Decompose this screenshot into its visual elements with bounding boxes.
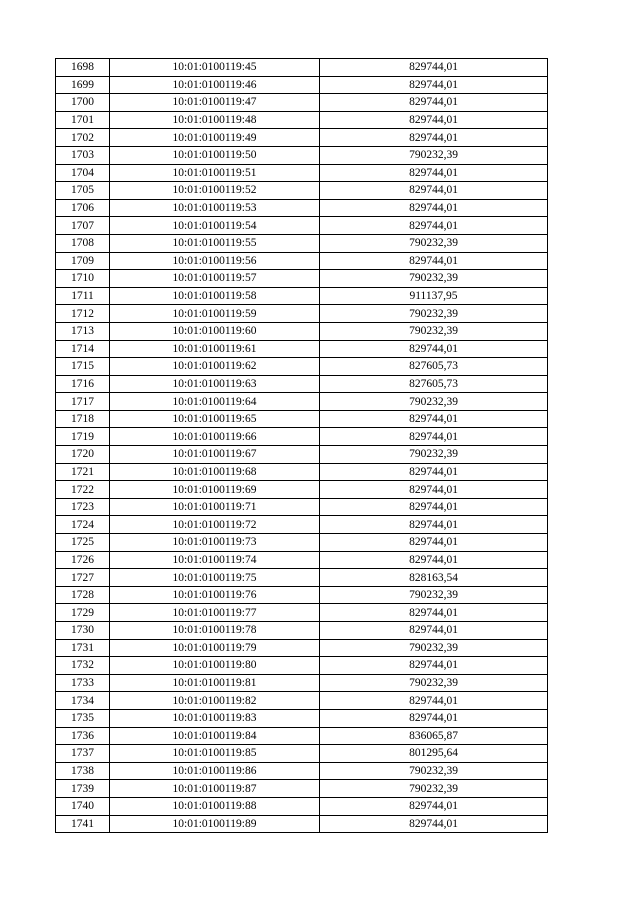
cadastral-value-cell: 829744,01 <box>320 657 548 675</box>
cadastral-number-cell: 10:01:0100119:71 <box>110 498 320 516</box>
cadastral-number-cell: 10:01:0100119:65 <box>110 410 320 428</box>
table-row <box>56 569 548 587</box>
row-number-cell: 1737 <box>56 745 110 763</box>
cadastral-value-cell: 790232,39 <box>320 674 548 692</box>
cadastral-value-cell: 827605,73 <box>320 375 548 393</box>
row-number-cell: 1714 <box>56 340 110 358</box>
cadastral-number-cell: 10:01:0100119:81 <box>110 674 320 692</box>
cadastral-value-cell: 790232,39 <box>320 393 548 411</box>
cadastral-value-cell: 829744,01 <box>320 410 548 428</box>
table-row <box>56 498 548 516</box>
table-row <box>56 797 548 815</box>
cadastral-number-cell: 10:01:0100119:54 <box>110 217 320 235</box>
table-row <box>56 551 548 569</box>
cadastral-value-cell: 829744,01 <box>320 129 548 147</box>
table-row <box>56 375 548 393</box>
cadastral-number-cell: 10:01:0100119:58 <box>110 287 320 305</box>
cadastral-value-cell: 829744,01 <box>320 182 548 200</box>
cadastral-number-cell: 10:01:0100119:72 <box>110 516 320 534</box>
cadastral-value-cell: 829744,01 <box>320 76 548 94</box>
row-number-cell: 1727 <box>56 569 110 587</box>
row-number-cell: 1712 <box>56 305 110 323</box>
cadastral-number-cell: 10:01:0100119:87 <box>110 780 320 798</box>
table-row <box>56 393 548 411</box>
cadastral-value-cell: 790232,39 <box>320 639 548 657</box>
cadastral-number-cell: 10:01:0100119:60 <box>110 322 320 340</box>
cadastral-value-cell: 790232,39 <box>320 446 548 464</box>
cadastral-number-cell: 10:01:0100119:56 <box>110 252 320 270</box>
table-row <box>56 287 548 305</box>
row-number-cell: 1717 <box>56 393 110 411</box>
cadastral-number-cell: 10:01:0100119:61 <box>110 340 320 358</box>
row-number-cell: 1722 <box>56 481 110 499</box>
table-row <box>56 534 548 552</box>
table-row <box>56 164 548 182</box>
table-row <box>56 322 548 340</box>
row-number-cell: 1729 <box>56 604 110 622</box>
table-row <box>56 692 548 710</box>
table-row <box>56 94 548 112</box>
row-number-cell: 1704 <box>56 164 110 182</box>
cadastral-value-cell: 829744,01 <box>320 534 548 552</box>
cadastral-value-cell: 801295,64 <box>320 745 548 763</box>
cadastral-number-cell: 10:01:0100119:89 <box>110 815 320 833</box>
cadastral-number-cell: 10:01:0100119:79 <box>110 639 320 657</box>
table-row <box>56 727 548 745</box>
row-number-cell: 1732 <box>56 657 110 675</box>
row-number-cell: 1728 <box>56 586 110 604</box>
cadastral-number-cell: 10:01:0100119:86 <box>110 762 320 780</box>
row-number-cell: 1701 <box>56 111 110 129</box>
cadastral-number-cell: 10:01:0100119:76 <box>110 586 320 604</box>
cadastral-number-cell: 10:01:0100119:85 <box>110 745 320 763</box>
cadastral-value-cell: 829744,01 <box>320 709 548 727</box>
cadastral-value-cell: 790232,39 <box>320 146 548 164</box>
cadastral-value-cell: 911137,95 <box>320 287 548 305</box>
cadastral-value-cell: 829744,01 <box>320 111 548 129</box>
row-number-cell: 1709 <box>56 252 110 270</box>
cadastral-value-cell: 829744,01 <box>320 59 548 77</box>
cadastral-value-cell: 790232,39 <box>320 234 548 252</box>
row-number-cell: 1724 <box>56 516 110 534</box>
cadastral-number-cell: 10:01:0100119:80 <box>110 657 320 675</box>
table-row <box>56 340 548 358</box>
cadastral-number-cell: 10:01:0100119:48 <box>110 111 320 129</box>
row-number-cell: 1719 <box>56 428 110 446</box>
cadastral-number-cell: 10:01:0100119:64 <box>110 393 320 411</box>
table-row <box>56 516 548 534</box>
cadastral-number-cell: 10:01:0100119:55 <box>110 234 320 252</box>
cadastral-value-cell: 790232,39 <box>320 270 548 288</box>
row-number-cell: 1736 <box>56 727 110 745</box>
row-number-cell: 1699 <box>56 76 110 94</box>
cadastral-number-cell: 10:01:0100119:59 <box>110 305 320 323</box>
cadastral-value-cell: 829744,01 <box>320 498 548 516</box>
row-number-cell: 1713 <box>56 322 110 340</box>
cadastral-number-cell: 10:01:0100119:62 <box>110 358 320 376</box>
row-number-cell: 1734 <box>56 692 110 710</box>
row-number-cell: 1733 <box>56 674 110 692</box>
cadastral-value-cell: 829744,01 <box>320 815 548 833</box>
row-number-cell: 1703 <box>56 146 110 164</box>
table-row <box>56 305 548 323</box>
cadastral-value-cell: 829744,01 <box>320 217 548 235</box>
cadastral-number-cell: 10:01:0100119:45 <box>110 59 320 77</box>
cadastral-number-cell: 10:01:0100119:63 <box>110 375 320 393</box>
table-row <box>56 622 548 640</box>
cadastral-value-cell: 829744,01 <box>320 94 548 112</box>
row-number-cell: 1707 <box>56 217 110 235</box>
table-row <box>56 657 548 675</box>
table-row <box>56 129 548 147</box>
cadastral-number-cell: 10:01:0100119:83 <box>110 709 320 727</box>
cadastral-value-cell: 828163,54 <box>320 569 548 587</box>
cadastral-value-cell: 829744,01 <box>320 199 548 217</box>
cadastral-value-cell: 790232,39 <box>320 762 548 780</box>
cadastral-value-cell: 829744,01 <box>320 797 548 815</box>
cadastral-number-cell: 10:01:0100119:73 <box>110 534 320 552</box>
row-number-cell: 1706 <box>56 199 110 217</box>
row-number-cell: 1723 <box>56 498 110 516</box>
cadastral-value-cell: 829744,01 <box>320 463 548 481</box>
table-row <box>56 410 548 428</box>
table-row <box>56 446 548 464</box>
table-row <box>56 252 548 270</box>
table-row <box>56 481 548 499</box>
cadastral-value-cell: 829744,01 <box>320 428 548 446</box>
cadastral-value-cell: 829744,01 <box>320 692 548 710</box>
cadastral-value-cell: 790232,39 <box>320 305 548 323</box>
row-number-cell: 1721 <box>56 463 110 481</box>
row-number-cell: 1702 <box>56 129 110 147</box>
row-number-cell: 1715 <box>56 358 110 376</box>
row-number-cell: 1740 <box>56 797 110 815</box>
cadastral-value-cell: 790232,39 <box>320 322 548 340</box>
row-number-cell: 1710 <box>56 270 110 288</box>
row-number-cell: 1711 <box>56 287 110 305</box>
cadastral-value-table <box>55 58 548 833</box>
cadastral-value-cell: 829744,01 <box>320 164 548 182</box>
row-number-cell: 1731 <box>56 639 110 657</box>
row-number-cell: 1726 <box>56 551 110 569</box>
row-number-cell: 1716 <box>56 375 110 393</box>
cadastral-number-cell: 10:01:0100119:49 <box>110 129 320 147</box>
row-number-cell: 1738 <box>56 762 110 780</box>
table-row <box>56 270 548 288</box>
cadastral-value-cell: 790232,39 <box>320 586 548 604</box>
cadastral-value-cell: 790232,39 <box>320 780 548 798</box>
table-row <box>56 182 548 200</box>
cadastral-number-cell: 10:01:0100119:67 <box>110 446 320 464</box>
cadastral-number-cell: 10:01:0100119:82 <box>110 692 320 710</box>
cadastral-number-cell: 10:01:0100119:74 <box>110 551 320 569</box>
cadastral-number-cell: 10:01:0100119:77 <box>110 604 320 622</box>
cadastral-value-cell: 829744,01 <box>320 340 548 358</box>
table-row <box>56 709 548 727</box>
row-number-cell: 1705 <box>56 182 110 200</box>
table-row <box>56 234 548 252</box>
table-row <box>56 780 548 798</box>
cadastral-number-cell: 10:01:0100119:88 <box>110 797 320 815</box>
table-body <box>56 59 548 833</box>
cadastral-value-cell: 827605,73 <box>320 358 548 376</box>
table-row <box>56 604 548 622</box>
table-row <box>56 639 548 657</box>
table-row <box>56 762 548 780</box>
table-row <box>56 111 548 129</box>
row-number-cell: 1735 <box>56 709 110 727</box>
cadastral-number-cell: 10:01:0100119:75 <box>110 569 320 587</box>
cadastral-number-cell: 10:01:0100119:78 <box>110 622 320 640</box>
row-number-cell: 1700 <box>56 94 110 112</box>
cadastral-number-cell: 10:01:0100119:50 <box>110 146 320 164</box>
cadastral-number-cell: 10:01:0100119:46 <box>110 76 320 94</box>
cadastral-number-cell: 10:01:0100119:84 <box>110 727 320 745</box>
cadastral-value-cell: 829744,01 <box>320 551 548 569</box>
cadastral-value-cell: 836065,87 <box>320 727 548 745</box>
table-row <box>56 217 548 235</box>
cadastral-value-cell: 829744,01 <box>320 622 548 640</box>
table-row <box>56 463 548 481</box>
cadastral-number-cell: 10:01:0100119:52 <box>110 182 320 200</box>
row-number-cell: 1725 <box>56 534 110 552</box>
row-number-cell: 1698 <box>56 59 110 77</box>
cadastral-number-cell: 10:01:0100119:69 <box>110 481 320 499</box>
row-number-cell: 1720 <box>56 446 110 464</box>
table-row <box>56 745 548 763</box>
table-row <box>56 674 548 692</box>
table-row <box>56 199 548 217</box>
cadastral-number-cell: 10:01:0100119:57 <box>110 270 320 288</box>
cadastral-value-cell: 829744,01 <box>320 481 548 499</box>
row-number-cell: 1708 <box>56 234 110 252</box>
table-row <box>56 586 548 604</box>
table-row <box>56 76 548 94</box>
cadastral-value-cell: 829744,01 <box>320 252 548 270</box>
cadastral-value-cell: 829744,01 <box>320 516 548 534</box>
cadastral-number-cell: 10:01:0100119:53 <box>110 199 320 217</box>
cadastral-number-cell: 10:01:0100119:66 <box>110 428 320 446</box>
cadastral-number-cell: 10:01:0100119:51 <box>110 164 320 182</box>
table-row <box>56 146 548 164</box>
cadastral-number-cell: 10:01:0100119:47 <box>110 94 320 112</box>
row-number-cell: 1741 <box>56 815 110 833</box>
row-number-cell: 1739 <box>56 780 110 798</box>
table-row <box>56 815 548 833</box>
row-number-cell: 1730 <box>56 622 110 640</box>
row-number-cell: 1718 <box>56 410 110 428</box>
table-row <box>56 358 548 376</box>
cadastral-number-cell: 10:01:0100119:68 <box>110 463 320 481</box>
cadastral-value-cell: 829744,01 <box>320 604 548 622</box>
table-row <box>56 59 548 77</box>
table-row <box>56 428 548 446</box>
